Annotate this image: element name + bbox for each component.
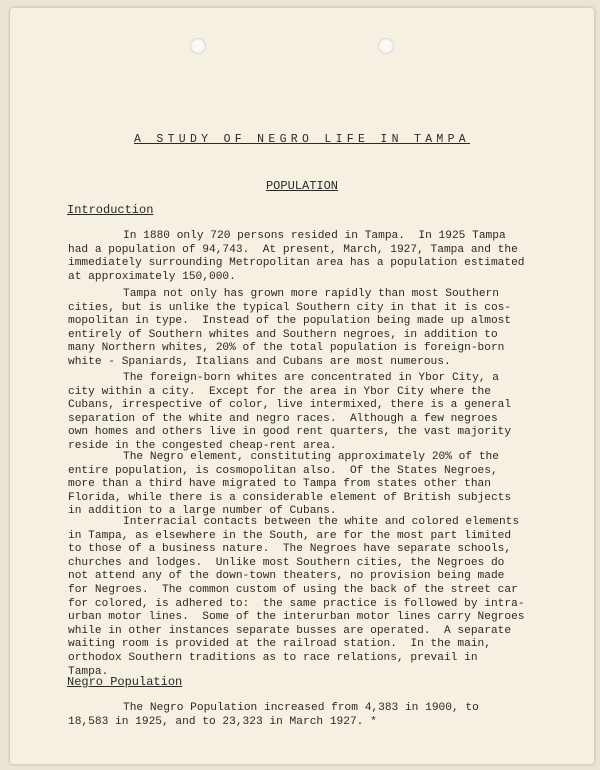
paragraph-4 <box>68 451 546 519</box>
paragraph-line: not attend any of the down-town theaters, no provision being made <box>68 570 505 583</box>
paragraph-line: cities, but is unlike the typical Southern city in that it is cos- <box>68 301 512 314</box>
paragraph-line: Cubans, irrespective of color, live intermixed, there is a general <box>68 399 512 412</box>
paragraph-line: The foreign-born whites are concentrated in Ybor City, a <box>123 372 499 384</box>
paragraph-3 <box>68 372 546 454</box>
punch-hole <box>378 38 394 54</box>
section-title: POPULATION <box>265 179 338 193</box>
punch-hole <box>190 38 206 54</box>
heading-negro-population: Negro Population <box>67 675 183 689</box>
paragraph-line: 18,583 in 1925, and to 23,323 in March 1927. * <box>68 715 377 728</box>
paragraph-line: orthodox Southern traditions as to race relations, prevail in <box>68 651 478 664</box>
paragraph-line: to those of a business nature. The Negroes have separate schools, <box>68 543 512 556</box>
paragraph-line: mopolitan in type. Instead of the population being made up almost <box>68 315 512 328</box>
paragraph-2 <box>68 288 546 370</box>
paragraph-line: The Negro Population increased from 4,383 in 1900, to <box>123 702 479 714</box>
paragraph-line: Tampa not only has grown more rapidly than most Southern <box>123 288 499 300</box>
paragraph-line: churches and lodges. Unlike most Southern cities, the Negroes do <box>68 556 505 569</box>
paragraph-6 <box>68 702 546 729</box>
paragraph-line: white - Spaniards, Italians and Cubans are most numerous. <box>68 355 451 368</box>
paragraph-line: waiting room is provided at the railroad station. In the main, <box>68 638 491 651</box>
paragraph-line: for colored, is adhered to: the same practice is followed by intra- <box>68 597 525 610</box>
paragraph-line: In 1880 only 720 persons resided in Tampa. In 1925 Tampa <box>123 230 506 242</box>
paragraph-line: entire population, is cosmopolitan also. Of the States Negroes, <box>68 464 498 477</box>
paragraph-line: immediately surrounding Metropolitan area has a population estimated <box>68 257 525 270</box>
paragraph-line: more than a third have migrated to Tampa from states other than <box>68 478 491 491</box>
paragraph-line: own homes and others live in good rent quarters, the vast majority <box>68 426 512 439</box>
paragraph-line: while in other instances separate busses are operated. A separate <box>68 624 512 637</box>
paragraph-line: reside in the congested cheap-rent area. <box>68 439 337 452</box>
paragraph-line: had a population of 94,743. At present, March, 1927, Tampa and the <box>68 243 518 256</box>
paragraph-line: in addition to a large number of Cubans. <box>68 505 337 518</box>
heading-introduction: Introduction <box>67 203 154 217</box>
paragraph-5 <box>68 516 546 679</box>
paragraph-line: separation of the white and negro races. Although a few negroes <box>68 412 498 425</box>
paragraph-line: entirely of Southern whites and Southern negroes, in addition to <box>68 328 498 341</box>
paragraph-line: Florida, while there is a considerable element of British subjects <box>68 491 512 504</box>
paragraph-line: city within a city. Except for the area in Ybor City where the <box>68 385 491 398</box>
paragraph-line: The Negro element, constituting approximately 20% of the <box>123 451 499 463</box>
paragraph-line: Tampa. <box>68 665 109 678</box>
paragraph-line: in Tampa, as elsewhere in the South, are for the most part limited <box>68 529 512 542</box>
paragraph-line: urban motor lines. Some of the interurban motor lines carry Negroes <box>68 611 525 624</box>
document-page <box>10 8 594 764</box>
paragraph-line: for Negroes. The common custom of using the back of the street car <box>68 583 518 596</box>
paragraph-line: Interracial contacts between the white and colored elements <box>123 516 520 528</box>
document-title: A STUDY OF NEGRO LIFE IN TAMPA <box>133 133 471 146</box>
paragraph-line: many Northern whites, 20% of the total population is foreign-born <box>68 342 505 355</box>
paragraph-line: at approximately 150,000. <box>68 270 236 283</box>
paragraph-1 <box>68 230 546 284</box>
